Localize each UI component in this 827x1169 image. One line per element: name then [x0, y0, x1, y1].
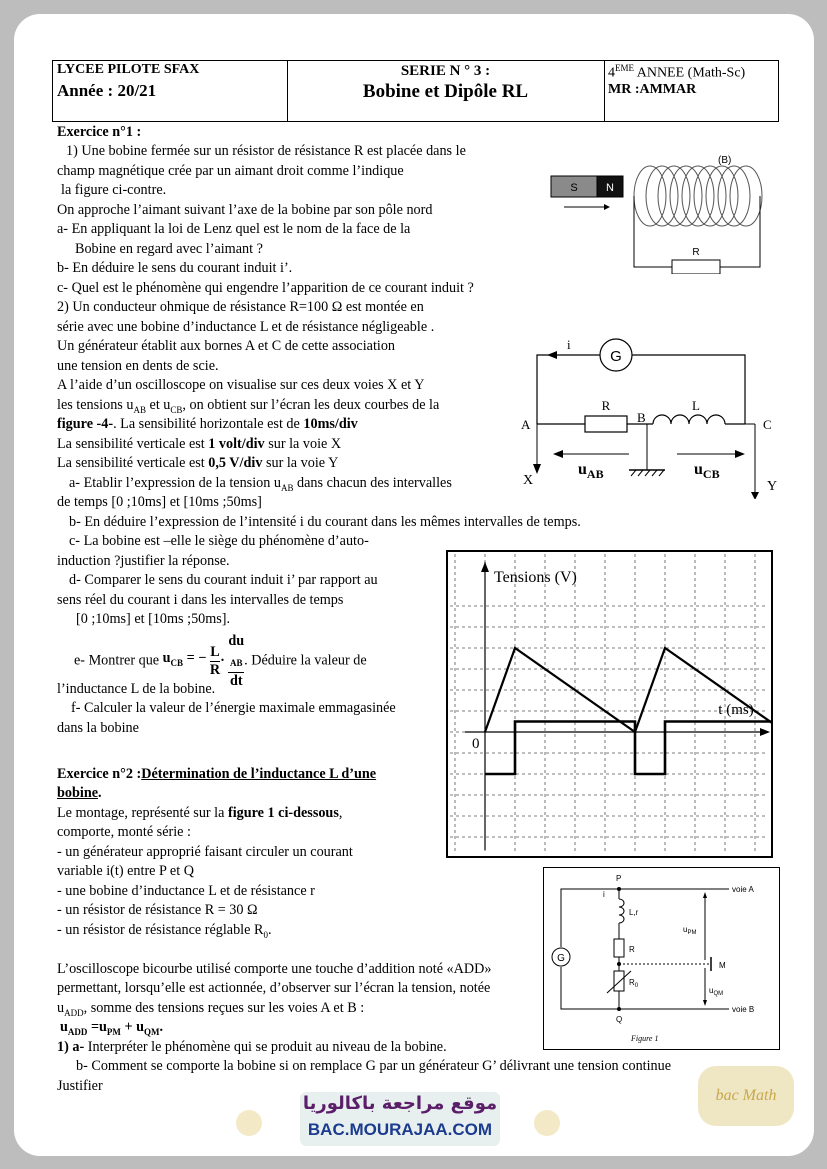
node-a-label: A [521, 417, 531, 432]
ex1-line: A l’aide d’un oscilloscope on visualise sur ces deux voies X et Y [57, 377, 425, 393]
ex1-line: figure -4-. La sensibilité horizontale est de 10ms/div [57, 416, 358, 432]
probe-y-arrow [751, 492, 759, 499]
inductor-l [653, 415, 725, 424]
time-axis-label: t (ms) [718, 702, 754, 718]
fig1-caption: Figure 1 [631, 1034, 659, 1043]
fig1-current-label: i [603, 890, 605, 899]
ex1-line: [0 ;10ms] et [10ms ;50ms]. [76, 611, 231, 627]
coil-wire-left [634, 196, 672, 267]
probe-x-label: X [523, 473, 534, 488]
inductor-label: L [692, 398, 700, 413]
ex1-line: 2) Un conducteur ohmique de résistance R=100 Ω est montée en [57, 299, 424, 315]
current-arrow [547, 351, 557, 359]
teacher-name: MR :AMMAR [608, 82, 697, 97]
document-sheet [14, 14, 814, 1156]
ex2-line: Le montage, représenté sur la figure 1 ci-dessous, [57, 805, 343, 821]
school-name: LYCEE PILOTE SFAX [57, 62, 200, 77]
probe-x-arrow [533, 464, 541, 474]
fig1-generator-label: G [557, 953, 565, 964]
node-b-label: B [637, 410, 646, 425]
uab-label: $u_{AB}$ [578, 461, 604, 481]
resistor-label: R [601, 398, 611, 413]
fraction-duab-dt: du $_{AB}$ dt [228, 633, 245, 689]
watermark-arabic: موقع مراجعة باكالوريا [302, 1093, 498, 1114]
ex1-line: série avec une bobine d’inductance L et de résistance négligeable . [57, 319, 435, 335]
circuit-wire-top-right [632, 355, 745, 424]
fig1-resistor-label: R [629, 945, 635, 954]
watermark-site: BAC.MOURAJAA.COM [307, 1120, 493, 1139]
ex1-line: une tension en dents de scie. [57, 358, 219, 374]
fraction-l-over-r: $\frac{L}{R}$ [209, 643, 221, 678]
ex2-line: variable i(t) entre P et Q [57, 863, 194, 879]
bacmath-logo: bac Math [698, 1066, 794, 1126]
resistor-label: R [692, 247, 700, 258]
figure-1-frame [544, 868, 780, 1050]
ex2-line: - un générateur approprié faisant circuler un courant [57, 844, 353, 860]
ex1-line: La sensibilité verticale est 0,5 V/div sur la voie Y [57, 455, 339, 471]
ex1-line: champ magnétique crée par un aimant droit comme l’indique [57, 163, 404, 179]
probe-y-label: Y [767, 479, 778, 494]
ex1-question-e: e- Montrer que $u_{CB}$ = − $\frac{L}{R}$ · du $_{AB}$ dt . Déduire la valeur de [74, 633, 367, 689]
origin-label: 0 [472, 736, 480, 752]
ex1-line: la figure ci-contre. [61, 182, 167, 198]
ex1-line: induction ?justifier la réponse. [57, 553, 230, 569]
coil-label: (B) [718, 155, 732, 166]
approach-arrowhead [604, 204, 610, 210]
ex1-line: les tensions $u_{AB}$ et $u_{CB}$, on obtient sur l’écran les deux courbes de la [57, 397, 440, 415]
fig1-q-label: Q [616, 1015, 623, 1024]
ex2-question-b: b- Comment se comporte la bobine si on remplace G par un générateur G’ délivrant une tension continue [76, 1058, 672, 1074]
ex1-line: On approche l’aimant suivant l’axe de la bobine par son pôle nord [57, 202, 433, 218]
fig1-voie-a-label: voie A [732, 885, 754, 894]
ucb-arrow [735, 450, 745, 458]
scope-chart [446, 550, 773, 858]
ex2-line: L’oscilloscope bicourbe utilisé comporte une touche d’addition noté «ADD» [57, 961, 492, 977]
ex1-question-d: d- Comparer le sens du courant induit i’ par rapport au [69, 572, 378, 588]
coil-wire-right [720, 196, 760, 267]
magnet-s-label: S [570, 182, 578, 194]
ex2-question-a: 1) a- Interpréter le phénomène qui se produit au niveau de la bobine. [57, 1039, 447, 1055]
ex2-line: Justifier [57, 1078, 103, 1094]
node-c-label: C [763, 417, 772, 432]
ex1-line: sens réel du courant i dans les intervalles de temps [57, 592, 344, 608]
ex2-formula: $u_{ADD} =u_{PM} + u_{QM}$. [60, 1019, 164, 1037]
ex1-line: La sensibilité verticale est 1 volt/div sur la voie X [57, 436, 342, 452]
header-title-cell [287, 61, 605, 121]
ex2-title: Exercice n°2 :Détermination de l’inductance L d’une [57, 766, 377, 782]
ex1-question-f: f- Calculer la valeur de l’énergie maximale emmagasinée [71, 700, 396, 716]
fig1-p-label: P [616, 874, 622, 883]
school-year: Année : 20/21 [57, 81, 157, 100]
ex1-line: l’inductance L de la bobine. [57, 681, 216, 697]
ex1-line: Bobine en regard avec l’aimant ? [75, 241, 263, 257]
uab-arrow [553, 450, 563, 458]
header-class-cell [606, 61, 778, 121]
fig1-uqm-label: $u_{QM}$ [709, 986, 724, 997]
scope-title: Tensions (V) [494, 569, 577, 586]
serie-topic: Bobine et Dipôle RL [362, 81, 529, 102]
grade-label: 4EME ANNEE (Math-Sc) [608, 63, 746, 81]
resistor-r [585, 416, 627, 432]
ex1-line: a- En appliquant la loi de Lenz quel est le nom de la face de la [57, 221, 411, 237]
ex1-line: dans la bobine [57, 720, 139, 736]
ex2-title-cont: bobine. [57, 785, 102, 801]
fig1-inductor-label: L,r [629, 908, 639, 917]
fig1-m-label: M [719, 961, 726, 970]
watermark-logo-right [534, 1110, 560, 1136]
ex2-line: comporte, monté série : [57, 824, 191, 840]
header-school-cell [53, 61, 288, 121]
circuit-wire-top-left [537, 355, 600, 424]
fig1-resistor-r [614, 939, 624, 957]
ucb-label: $u_{CB}$ [694, 461, 720, 481]
resistor-r [672, 260, 720, 274]
rl-circuit-figure [501, 324, 781, 499]
current-label: i [567, 337, 571, 352]
ex2-line: permettant, lorsqu’elle est actionnée, d’observer sur l’écran la tension, notée [57, 980, 491, 996]
serie-number: SERIE N ° 3 : [400, 63, 491, 79]
fig1-voie-b-label: voie B [732, 1005, 755, 1014]
header-table [52, 60, 779, 122]
ex1-question-c: c- La bobine est –elle le siège du phénomène d’auto- [69, 533, 369, 549]
ex1-line: b- En déduire le sens du courant induit i’. [57, 260, 293, 276]
fig1-upm-label: $u_{PM}$ [683, 925, 697, 936]
ex2-line: $u_{ADD}$, somme des tensions reçues sur les voies A et B : [57, 1000, 365, 1018]
generator-label: G [610, 348, 622, 365]
magnet-n-label: N [606, 182, 614, 194]
ex2-line: - un résistor de résistance réglable $R_0$. [57, 922, 272, 940]
figure-1-circuit [543, 867, 780, 1050]
ex2-line: - un résistor de résistance R = 30 Ω [57, 902, 258, 918]
watermark-logo-left [236, 1110, 262, 1136]
ex2-line: - une bobine d’inductance L et de résistance r [57, 883, 315, 899]
magnet-coil-figure [546, 152, 786, 274]
ex1-line: Un générateur établit aux bornes A et C de cette association [57, 338, 396, 354]
fig1-r0-label: $R_0$ [629, 978, 639, 989]
ex1-question-b: b- En déduire l’expression de l’intensité i du courant dans les mêmes intervalles de temps. [69, 514, 581, 530]
fig1-resistor-r0 [614, 971, 624, 991]
ex1-question-a: a- Etablir l’expression de la tension $u_{AB}$ dans chacun des intervalles [69, 475, 452, 493]
ex1-line: 1) Une bobine fermée sur un résistor de résistance R est placée dans le [66, 143, 466, 159]
ex1-line: c- Quel est le phénomène qui engendre l’apparition de ce courant induit ? [57, 280, 474, 296]
coil-turns [634, 166, 762, 226]
ex1-line: de temps [0 ;10ms] et [10ms ;50ms] [57, 494, 262, 510]
ex1-title: Exercice n°1 : [57, 124, 142, 140]
